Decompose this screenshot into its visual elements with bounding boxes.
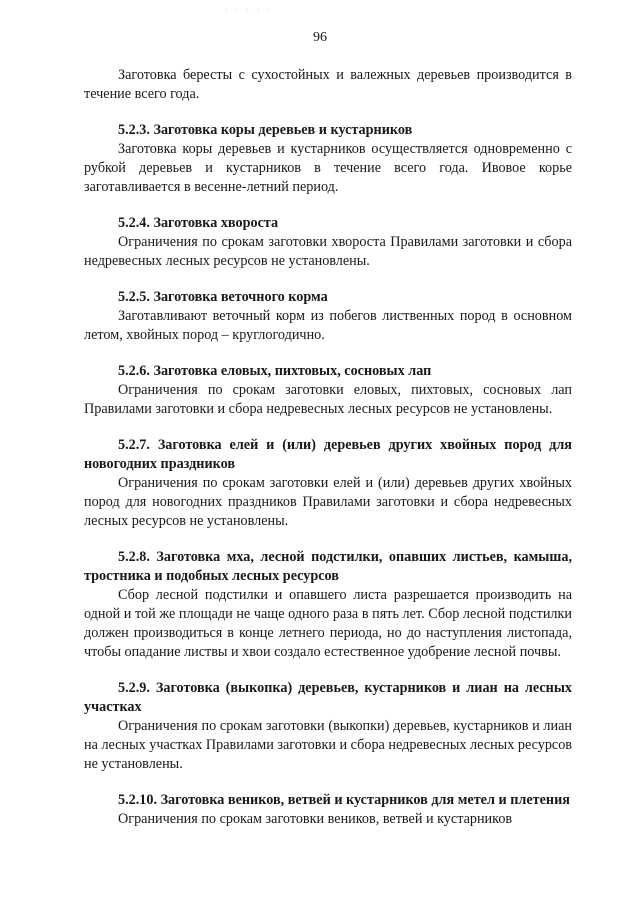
section-heading: 5.2.5. Заготовка веточного корма — [118, 289, 328, 305]
section — [84, 548, 572, 662]
section — [84, 121, 572, 197]
page-number: 96 — [313, 30, 327, 45]
section-paragraph: Ограничения по срокам заготовки хвороста Правилами заготовки и сбора недревесных лесных ресурсов не установлены. — [84, 234, 572, 269]
section-paragraph: Ограничения по срокам заготовки елей и (или) деревьев других хвойных пород для новогодних праздников Правилами заготовки и сбора недревесных лесных ресурсов не установлены. — [84, 475, 572, 529]
intro-paragraph: Заготовка бересты с сухостойных и валежных деревьев производится в течение всего года. — [84, 67, 572, 102]
section — [84, 679, 572, 774]
section-heading: 5.2.7. Заготовка елей и (или) деревьев других хвойных пород для новогодних праздников — [84, 437, 572, 472]
section-paragraph: Сбор лесной подстилки и опавшего листа разрешается производить на одной и той же площади не чаще одного раза в пять лет. Сбор лесной подстилки должен производиться в конце летнего периода, но до наступления листопада, чтобы опадание листвы и хвои создало естественное удобрение лесной почвы. — [84, 587, 572, 660]
scan-artifact: · · · · · — [225, 6, 274, 15]
section — [84, 436, 572, 531]
section-paragraph: Ограничения по срокам заготовки веников, ветвей и кустарников — [118, 811, 513, 827]
section-heading: 5.2.3. Заготовка коры деревьев и кустарников — [118, 122, 413, 138]
section-heading: 5.2.8. Заготовка мха, лесной подстилки, опавших листьев, камыша, тростника и подобных лесных ресурсов — [84, 549, 572, 584]
section — [84, 288, 572, 345]
section-heading: 5.2.4. Заготовка хвороста — [118, 215, 279, 231]
section-heading: 5.2.10. Заготовка веников, ветвей и кустарников для метел и плетения — [118, 792, 570, 808]
section — [84, 791, 572, 829]
document-body — [84, 66, 572, 829]
section — [84, 362, 572, 419]
section-paragraph: Ограничения по срокам заготовки (выкопки) деревьев, кустарников и лиан на лесных участках Правилами заготовки и сбора недревесных лесных ресурсов не установлены. — [84, 718, 572, 772]
section — [84, 214, 572, 271]
section-heading: 5.2.9. Заготовка (выкопка) деревьев, кустарников и лиан на лесных участках — [84, 680, 572, 715]
section-paragraph: Ограничения по срокам заготовки еловых, пихтовых, сосновых лап Правилами заготовки и сбора недревесных лесных ресурсов не установлены. — [84, 382, 572, 417]
sections-list — [84, 121, 572, 829]
section-heading: 5.2.6. Заготовка еловых, пихтовых, сосновых лап — [118, 363, 432, 379]
section-paragraph: Заготавливают веточный корм из побегов лиственных пород в основном летом, хвойных пород – круглогодично. — [84, 308, 572, 343]
section-paragraph: Заготовка коры деревьев и кустарников осуществляется одновременно с рубкой деревьев и кустарников в течение всего года. Ивовое корье заготавливается в весенне-летний период. — [84, 141, 572, 195]
